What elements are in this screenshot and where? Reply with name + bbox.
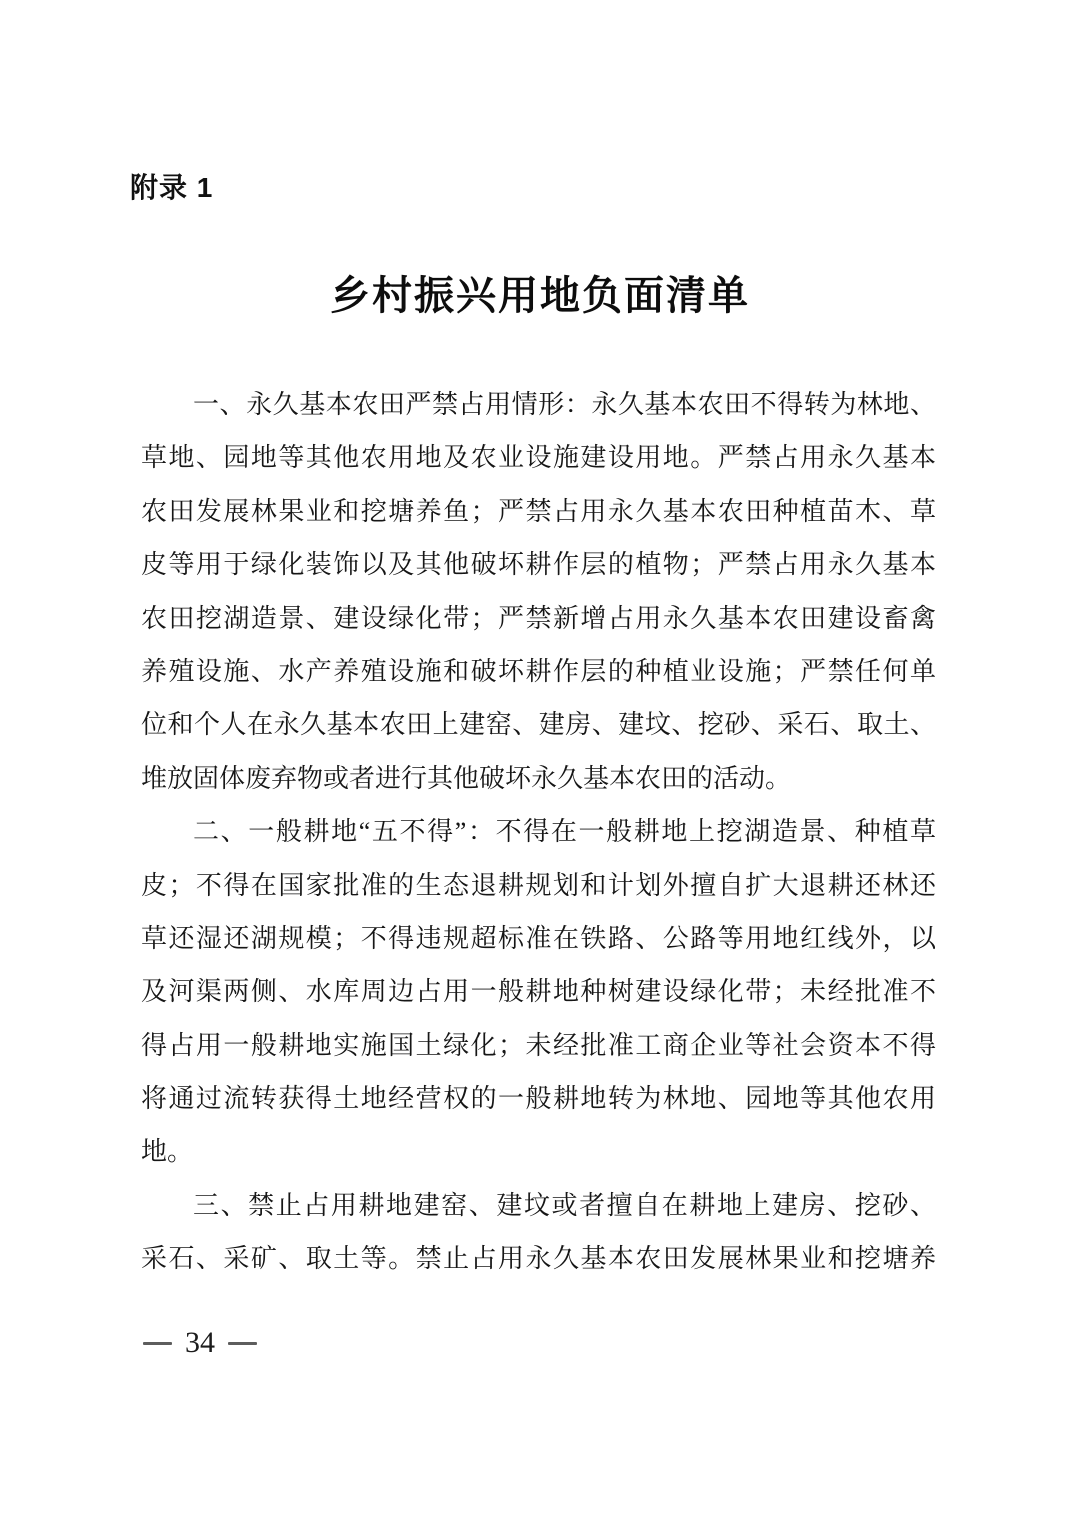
text-line: 将通过流转获得土地经营权的一般耕地转为林地、园地等其他农用 — [141, 1084, 936, 1114]
paragraph — [141, 378, 936, 805]
footer-dash-left — [143, 1342, 172, 1345]
page-title: 乡村振兴用地负面清单 — [330, 273, 750, 318]
paragraph — [141, 1179, 936, 1286]
text-line: 三、禁止占用耕地建窑、建坟或者擅自在耕地上建房、挖砂、 — [193, 1190, 936, 1220]
text-line: 一、永久基本农田严禁占用情形：永久基本农田不得转为林地、 — [193, 390, 936, 419]
text-line: 二、一般耕地“五不得”：不得在一般耕地上挖湖造景、种植草 — [193, 817, 936, 847]
text-line: 皮；不得在国家批准的生态退耕规划和计划外擅自扩大退耕还林还 — [141, 870, 936, 900]
text-line: 农田发展林果业和挖塘养鱼；严禁占用永久基本农田种植苗木、草 — [141, 496, 936, 526]
text-line: 采石、采矿、取土等。禁止占用永久基本农田发展林果业和挖塘养 — [141, 1244, 936, 1274]
text-line: 草还湿还湖规模；不得违规超标准在铁路、公路等用地红线外，以 — [141, 923, 936, 953]
appendix-label: 附录 1 — [130, 172, 214, 203]
text-line: 堆放固体废弃物或者进行其他破坏永久基本农田的活动。 — [141, 763, 792, 793]
text-line: 皮等用于绿化装饰以及其他破坏耕作层的植物；严禁占用永久基本 — [141, 550, 936, 580]
text-line: 草地、园地等其他农用地及农业设施建设用地。严禁占用永久基本 — [141, 443, 936, 473]
text-line: 及河渠两侧、水库周边占用一般耕地种树建设绿化带；未经批准不 — [141, 977, 936, 1007]
page-number: 34 — [185, 1326, 215, 1359]
paragraph — [141, 805, 936, 1179]
footer-dash-right — [228, 1342, 257, 1345]
text-line: 养殖设施、水产养殖设施和破坏耕作层的种植业设施；严禁任何单 — [141, 656, 936, 686]
page-footer — [143, 1328, 257, 1358]
text-line: 农田挖湖造景、建设绿化带；严禁新增占用永久基本农田建设畜禽 — [141, 603, 936, 633]
text-line: 位和个人在永久基本农田上建窑、建房、建坟、挖砂、采石、取土、 — [141, 710, 936, 740]
text-line: 得占用一般耕地实施国土绿化；未经批准工商企业等社会资本不得 — [141, 1030, 936, 1060]
text-line: 地。 — [141, 1137, 194, 1167]
document-body — [141, 378, 936, 1286]
